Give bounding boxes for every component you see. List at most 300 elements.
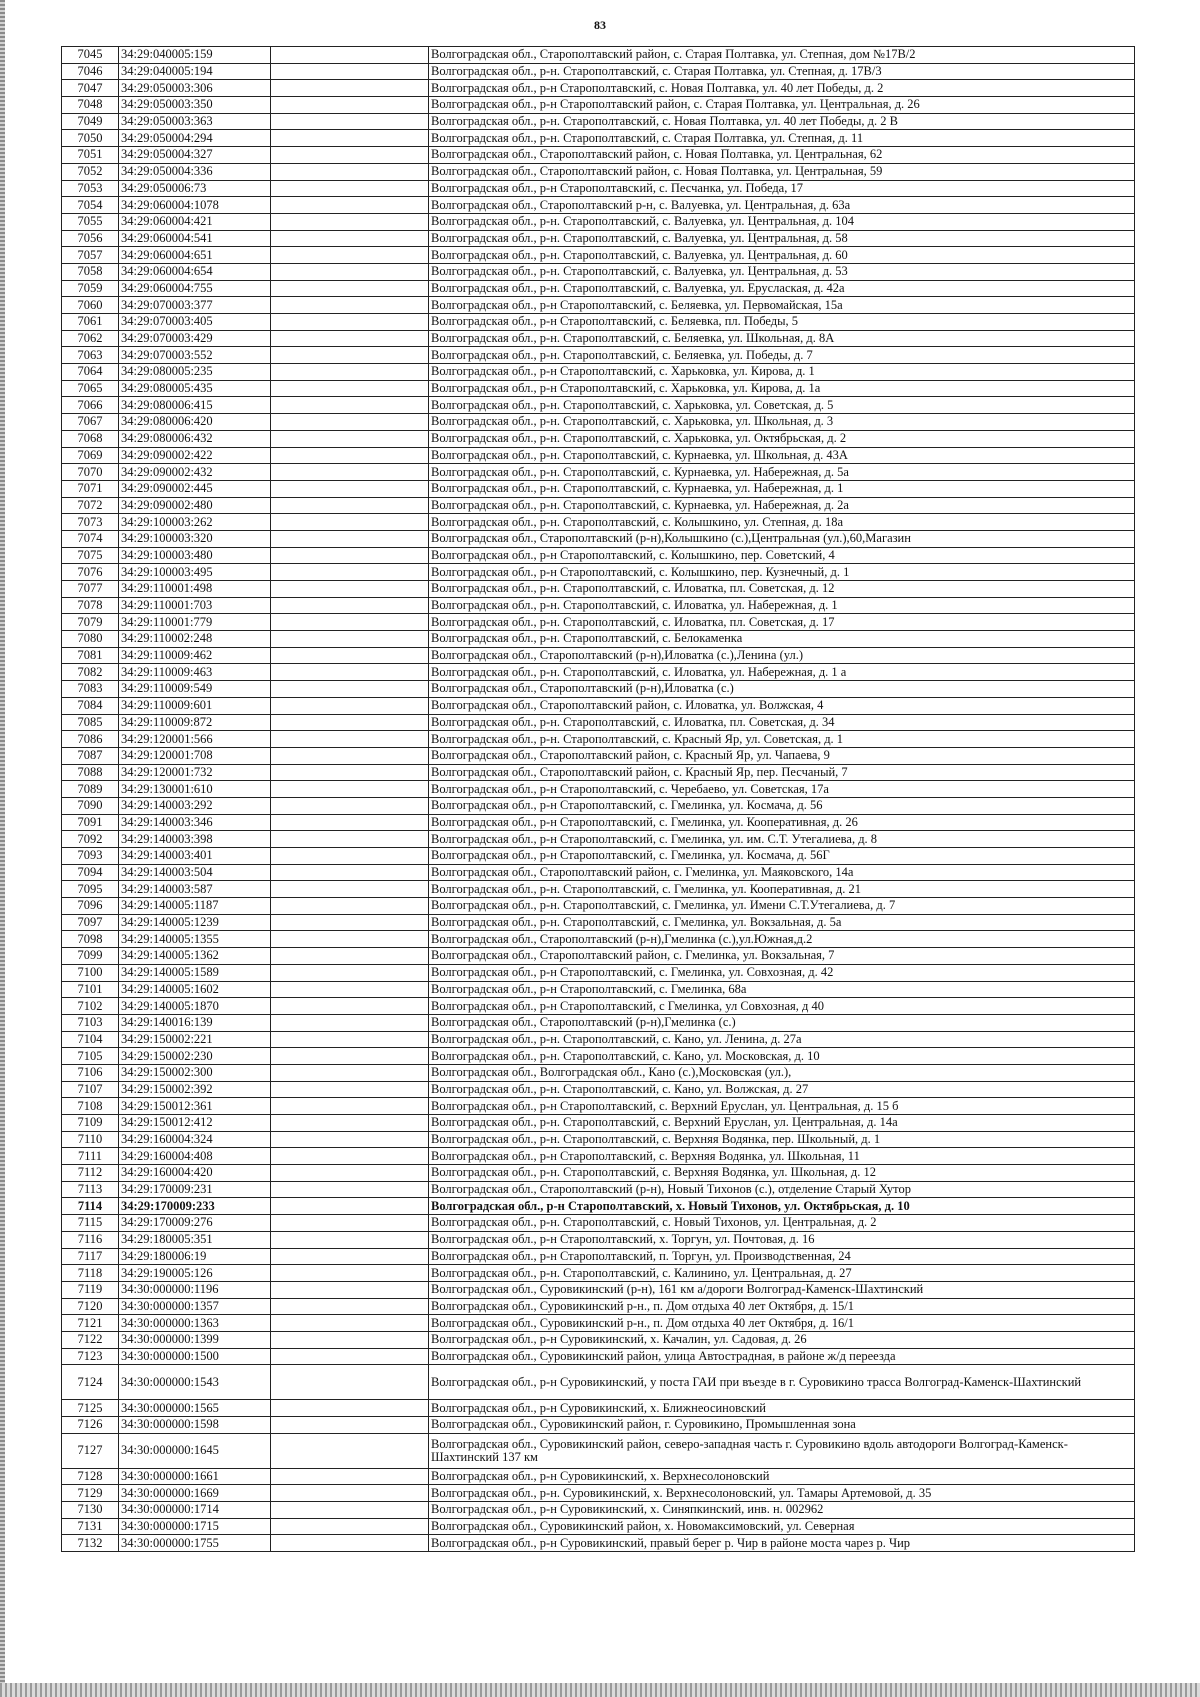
blank-cell [271,1315,429,1332]
table-row [62,1215,1135,1232]
address-cell: Волгоградская обл., Старополтавский (р-н),Гмелинка (с.) [429,1014,1135,1031]
row-number: 7131 [62,1518,119,1535]
address-cell: Волгоградская обл., р-н Суровикинский, х. Ближнеосиновский [429,1400,1135,1417]
address-cell: Волгоградская обл., Старополтавский (р-н),Иловатка (с.),Ленина (ул.) [429,647,1135,664]
address-cell: Волгоградская обл., р-н. Старополтавский, с. Красный Яр, ул. Советская, д. 1 [429,731,1135,748]
row-number: 7105 [62,1048,119,1065]
address-cell: Волгоградская обл., Старополтавский район, с. Новая Полтавка, ул. Центральная, 62 [429,147,1135,164]
table-row [62,364,1135,381]
address-cell: Волгоградская обл., р-н. Суровикинский, х. Верхнесолоновский, ул. Тамары Артемовой, д. 35 [429,1485,1135,1502]
address-cell: Волгоградская обл., Старополтавский район, с. Красный Яр, пер. Песчаный, 7 [429,764,1135,781]
cadastral-number: 34:29:090002:445 [119,480,271,497]
address-cell: Волгоградская обл., р-н. Старополтавский, с. Старая Полтавка, ул. Степная, д. 17В/3 [429,63,1135,80]
address-cell: Волгоградская обл., р-н Старополтавский, с. Харьковка, ул. Кирова, д. 1а [429,380,1135,397]
cadastral-number: 34:30:000000:1661 [119,1468,271,1485]
row-number: 7069 [62,447,119,464]
table-row [62,781,1135,798]
row-number: 7070 [62,464,119,481]
row-number: 7125 [62,1400,119,1417]
address-cell: Волгоградская обл., р-н. Старополтавский, с. Беляевка, ул. Школьная, д. 8А [429,330,1135,347]
row-number: 7099 [62,948,119,965]
row-number: 7120 [62,1298,119,1315]
address-cell: Волгоградская обл., р-н. Старополтавский, с. Валуевка, ул. Центральная, д. 53 [429,263,1135,280]
row-number: 7108 [62,1098,119,1115]
table-row [62,280,1135,297]
blank-cell [271,1031,429,1048]
row-number: 7103 [62,1014,119,1031]
cadastral-number: 34:29:080006:432 [119,430,271,447]
address-cell: Волгоградская обл., р-н. Старополтавский, с. Беляевка, ул. Победы, д. 7 [429,347,1135,364]
address-cell: Волгоградская обл., р-н Суровикинский, у поста ГАИ при въезде в г. Суровикино трасса Волгоград-Каменск-Шахтинский [429,1365,1135,1400]
blank-cell [271,163,429,180]
row-number: 7121 [62,1315,119,1332]
address-cell: Волгоградская обл., р-н Старополтавский, с. Гмелинка, 68а [429,981,1135,998]
row-number: 7088 [62,764,119,781]
blank-cell [271,180,429,197]
row-number: 7113 [62,1181,119,1198]
row-number: 7090 [62,797,119,814]
table-row [62,447,1135,464]
blank-cell [271,1115,429,1132]
cadastral-number: 34:29:170009:231 [119,1181,271,1198]
table-row [62,130,1135,147]
cadastral-number: 34:29:080006:415 [119,397,271,414]
cadastral-number: 34:29:080005:435 [119,380,271,397]
row-number: 7106 [62,1064,119,1081]
cadastral-number: 34:30:000000:1598 [119,1417,271,1434]
cadastral-number: 34:30:000000:1714 [119,1502,271,1519]
row-number: 7062 [62,330,119,347]
address-cell: Волгоградская обл., р-н Старополтавский, с. Гмелинка, ул. Кооперативная, д. 26 [429,814,1135,831]
blank-cell [271,1400,429,1417]
address-cell: Волгоградская обл., р-н. Старополтавский, с. Гмелинка, ул. Вокзальная, д. 5а [429,914,1135,931]
blank-cell [271,47,429,64]
address-cell: Волгоградская обл., р-н. Старополтавский, с. Харьковка, ул. Октябрьская, д. 2 [429,430,1135,447]
address-cell: Волгоградская обл., р-н Суровикинский, х. Качалин, ул. Садовая, д. 26 [429,1331,1135,1348]
cadastral-number: 34:29:100003:480 [119,547,271,564]
blank-cell [271,564,429,581]
cadastral-number: 34:29:050003:306 [119,80,271,97]
cadastral-number: 34:29:050004:336 [119,163,271,180]
row-number: 7093 [62,848,119,865]
table-row [62,1098,1135,1115]
table-row [62,464,1135,481]
cadastral-number: 34:29:150012:361 [119,1098,271,1115]
blank-cell [271,1098,429,1115]
cadastral-number: 34:29:170009:233 [119,1198,271,1215]
row-number: 7055 [62,213,119,230]
blank-cell [271,597,429,614]
table-row [62,230,1135,247]
blank-cell [271,764,429,781]
address-cell: Волгоградская обл., р-н. Старополтавский, с. Иловатка, пл. Советская, д. 17 [429,614,1135,631]
address-cell: Волгоградская обл., р-н Старополтавский, п. Торгун, ул. Производственная, 24 [429,1248,1135,1265]
cadastral-number: 34:29:140005:1187 [119,898,271,915]
blank-cell [271,581,429,598]
address-cell: Волгоградская обл., р-н Старополтавский, с. Гмелинка, ул. Космача, д. 56 [429,797,1135,814]
address-cell: Волгоградская обл., р-н. Старополтавский, с. Валуевка, ул. Центральная, д. 104 [429,213,1135,230]
cadastral-number: 34:29:170009:276 [119,1215,271,1232]
address-cell: Волгоградская обл., р-н Старополтавский район, с. Старая Полтавка, ул. Центральная, д. 26 [429,97,1135,114]
row-number: 7118 [62,1265,119,1282]
cadastral-number: 34:29:140003:346 [119,814,271,831]
blank-cell [271,80,429,97]
table-row [62,1433,1135,1468]
row-number: 7081 [62,647,119,664]
address-cell: Волгоградская обл., р-н. Старополтавский, с. Кано, ул. Ленина, д. 27а [429,1031,1135,1048]
table-row [62,998,1135,1015]
blank-cell [271,497,429,514]
cadastral-number: 34:29:160004:324 [119,1131,271,1148]
blank-cell [271,797,429,814]
table-row [62,1131,1135,1148]
row-number: 7107 [62,1081,119,1098]
cadastral-number: 34:29:110001:498 [119,581,271,598]
cadastral-number: 34:29:120001:732 [119,764,271,781]
table-row [62,480,1135,497]
cadastral-number: 34:29:100003:262 [119,514,271,531]
blank-cell [271,631,429,648]
cadastral-number: 34:29:150002:392 [119,1081,271,1098]
row-number: 7054 [62,197,119,214]
address-cell: Волгоградская обл., Старополтавский район, с. Иловатка, ул. Волжская, 4 [429,697,1135,714]
row-number: 7119 [62,1281,119,1298]
table-row [62,197,1135,214]
address-cell: Волгоградская обл., р-н. Старополтавский, с. Верхний Еруслан, ул. Центральная, д. 14а [429,1115,1135,1132]
table-row [62,1064,1135,1081]
address-cell: Волгоградская обл., р-н. Старополтавский, с. Новый Тихонов, ул. Центральная, д. 2 [429,1215,1135,1232]
address-cell: Волгоградская обл., Суровикинский р-н., п. Дом отдыха 40 лет Октября, д. 16/1 [429,1315,1135,1332]
blank-cell [271,197,429,214]
table-row [62,1502,1135,1519]
address-cell: Волгоградская обл., р-н Суровикинский, х. Синяпкинский, инв. н. 002962 [429,1502,1135,1519]
table-row [62,1115,1135,1132]
blank-cell [271,397,429,414]
blank-cell [271,1215,429,1232]
blank-cell [271,1281,429,1298]
table-row [62,764,1135,781]
cadastral-number: 34:29:060004:755 [119,280,271,297]
table-row [62,1468,1135,1485]
scan-edge-left [0,0,5,1697]
address-cell: Волгоградская обл., Старополтавский (р-н),Колышкино (с.),Центральная (ул.),60,Магазин [429,530,1135,547]
table-row [62,647,1135,664]
blank-cell [271,697,429,714]
page-number: 83 [594,18,606,32]
address-cell: Волгоградская обл., Суровикинский район, северо-западная часть г. Суровикино вдоль автодороги Волгоград-Каменск-Шахтинский 137 км [429,1433,1135,1468]
row-number: 7085 [62,714,119,731]
cadastral-number: 34:30:000000:1357 [119,1298,271,1315]
table-row [62,63,1135,80]
address-cell: Волгоградская обл., р-н. Старополтавский, с. Курнаевка, ул. Школьная, д. 43А [429,447,1135,464]
address-cell: Волгоградская обл., Старополтавский (р-н),Гмелинка (с.),ул.Южная,д.2 [429,931,1135,948]
table-row [62,213,1135,230]
row-number: 7102 [62,998,119,1015]
cadastral-number: 34:30:000000:1399 [119,1331,271,1348]
address-cell: Волгоградская обл., р-н. Старополтавский, с. Иловатка, ул. Набережная, д. 1 [429,597,1135,614]
blank-cell [271,1048,429,1065]
row-number: 7075 [62,547,119,564]
address-cell: Волгоградская обл., р-н. Старополтавский, с. Колышкино, ул. Степная, д. 18а [429,514,1135,531]
blank-cell [271,330,429,347]
row-number: 7068 [62,430,119,447]
row-number: 7122 [62,1331,119,1348]
row-number: 7123 [62,1348,119,1365]
row-number: 7078 [62,597,119,614]
table-row [62,1165,1135,1182]
blank-cell [271,948,429,965]
blank-cell [271,230,429,247]
address-cell: Волгоградская обл., Суровикинский (р-н), 161 км а/дороги Волгоград-Каменск-Шахтинский [429,1281,1135,1298]
row-number: 7128 [62,1468,119,1485]
blank-cell [271,614,429,631]
row-number: 7086 [62,731,119,748]
blank-cell [271,1331,429,1348]
cadastral-number: 34:29:150002:221 [119,1031,271,1048]
address-cell: Волгоградская обл., р-н Старополтавский, с. Колышкино, пер. Советский, 4 [429,547,1135,564]
blank-cell [271,263,429,280]
row-number: 7049 [62,113,119,130]
row-number: 7091 [62,814,119,831]
row-number: 7109 [62,1115,119,1132]
blank-cell [271,647,429,664]
address-cell: Волгоградская обл., р-н. Старополтавский, с. Верхняя Водянка, ул. Школьная, д. 12 [429,1165,1135,1182]
blank-cell [271,814,429,831]
address-cell: Волгоградская обл., Старополтавский район, с. Красный Яр, ул. Чапаева, 9 [429,747,1135,764]
cadastral-number: 34:29:110009:601 [119,697,271,714]
address-cell: Волгоградская обл., р-н. Старополтавский, с. Харьковка, ул. Советская, д. 5 [429,397,1135,414]
address-cell: Волгоградская обл., р-н. Старополтавский, с. Кано, ул. Волжская, д. 27 [429,1081,1135,1098]
address-cell: Волгоградская обл., р-н. Старополтавский, с. Кано, ул. Московская, д. 10 [429,1048,1135,1065]
address-cell: Волгоградская обл., р-н Старополтавский, с. Харьковка, ул. Кирова, д. 1 [429,364,1135,381]
row-number: 7082 [62,664,119,681]
table-row [62,931,1135,948]
table-row [62,113,1135,130]
address-cell: Волгоградская обл., р-н. Старополтавский, с. Курнаевка, ул. Набережная, д. 2а [429,497,1135,514]
address-cell: Волгоградская обл., р-н. Старополтавский, с. Гмелинка, ул. Кооперативная, д. 21 [429,881,1135,898]
table-row [62,347,1135,364]
row-number: 7080 [62,631,119,648]
cadastral-number: 34:29:100003:495 [119,564,271,581]
table-row [62,1281,1135,1298]
table-row [62,898,1135,915]
address-cell: Волгоградская обл., р-н Старополтавский, с. Колышкино, пер. Кузнечный, д. 1 [429,564,1135,581]
table-row [62,1048,1135,1065]
blank-cell [271,213,429,230]
blank-cell [271,1433,429,1468]
row-number: 7115 [62,1215,119,1232]
table-row [62,430,1135,447]
address-cell: Волгоградская обл., р-н. Старополтавский, с. Валуевка, ул. Центральная, д. 60 [429,247,1135,264]
blank-cell [271,147,429,164]
address-cell: Волгоградская обл., р-н Старополтавский, х. Новый Тихонов, ул. Октябрьская, д. 10 [429,1198,1135,1215]
cadastral-number: 34:30:000000:1363 [119,1315,271,1332]
row-number: 7059 [62,280,119,297]
row-number: 7083 [62,681,119,698]
address-cell: Волгоградская обл., Старополтавский район, с. Гмелинка, ул. Маяковского, 14а [429,864,1135,881]
cadastral-number: 34:29:050004:327 [119,147,271,164]
cadastral-number: 34:29:040005:159 [119,47,271,64]
cadastral-number: 34:30:000000:1543 [119,1365,271,1400]
cadastral-number: 34:30:000000:1755 [119,1535,271,1552]
table-row [62,514,1135,531]
row-number: 7116 [62,1231,119,1248]
cadastral-number: 34:29:090002:480 [119,497,271,514]
blank-cell [271,464,429,481]
table-row [62,1518,1135,1535]
table-row [62,981,1135,998]
table-row [62,263,1135,280]
table-row [62,247,1135,264]
cadastral-number: 34:29:050006:73 [119,180,271,197]
row-number: 7095 [62,881,119,898]
cadastral-number: 34:29:140005:1589 [119,964,271,981]
table-row [62,397,1135,414]
blank-cell [271,347,429,364]
table-row [62,614,1135,631]
cadastral-number: 34:29:070003:429 [119,330,271,347]
cadastral-number: 34:29:060004:654 [119,263,271,280]
table-row [62,1014,1135,1031]
address-cell: Волгоградская обл., р-н. Старополтавский, с. Иловатка, ул. Набережная, д. 1 а [429,664,1135,681]
cadastral-number: 34:29:080005:235 [119,364,271,381]
blank-cell [271,1365,429,1400]
table-row [62,330,1135,347]
row-number: 7132 [62,1535,119,1552]
table-row [62,731,1135,748]
table-row [62,1400,1135,1417]
blank-cell [271,514,429,531]
blank-cell [271,280,429,297]
cadastral-number: 34:29:140005:1870 [119,998,271,1015]
blank-cell [271,1485,429,1502]
row-number: 7112 [62,1165,119,1182]
cadastral-number: 34:29:070003:552 [119,347,271,364]
row-number: 7094 [62,864,119,881]
row-number: 7063 [62,347,119,364]
row-number: 7073 [62,514,119,531]
address-cell: Волгоградская обл., р-н. Старополтавский, с. Курнаевка, ул. Набережная, д. 5а [429,464,1135,481]
table-row [62,163,1135,180]
table-row [62,314,1135,331]
blank-cell [271,364,429,381]
row-number: 7089 [62,781,119,798]
table-row [62,814,1135,831]
registry-table [61,46,1135,1552]
row-number: 7060 [62,297,119,314]
table-row [62,964,1135,981]
blank-cell [271,247,429,264]
table-row [62,948,1135,965]
address-cell: Волгоградская обл., р-н Старополтавский, с. Беляевка, пл. Победы, 5 [429,314,1135,331]
row-number: 7071 [62,480,119,497]
blank-cell [271,63,429,80]
registry-table-body [62,47,1135,1552]
cadastral-number: 34:29:140003:504 [119,864,271,881]
row-number: 7051 [62,147,119,164]
cadastral-number: 34:30:000000:1565 [119,1400,271,1417]
blank-cell [271,781,429,798]
cadastral-number: 34:29:120001:566 [119,731,271,748]
address-cell: Волгоградская обл., Старополтавский район, с. Новая Полтавка, ул. Центральная, 59 [429,163,1135,180]
blank-cell [271,681,429,698]
row-number: 7100 [62,964,119,981]
row-number: 7130 [62,1502,119,1519]
address-cell: Волгоградская обл., Старополтавский район, с. Старая Полтавка, ул. Степная, дом №17В/2 [429,47,1135,64]
blank-cell [271,1231,429,1248]
cadastral-number: 34:29:040005:194 [119,63,271,80]
table-row [62,747,1135,764]
blank-cell [271,1248,429,1265]
cadastral-number: 34:29:090002:422 [119,447,271,464]
row-number: 7061 [62,314,119,331]
address-cell: Волгоградская обл., р-н Старополтавский, с Гмелинка, ул Совхозная, д 40 [429,998,1135,1015]
row-number: 7064 [62,364,119,381]
row-number: 7101 [62,981,119,998]
blank-cell [271,1468,429,1485]
address-cell: Волгоградская обл., Суровикинский район, г. Суровикино, Промышленная зона [429,1417,1135,1434]
table-row [62,697,1135,714]
address-cell: Волгоградская обл., р-н. Старополтавский, с. Иловатка, пл. Советская, д. 34 [429,714,1135,731]
cadastral-number: 34:29:060004:651 [119,247,271,264]
table-row [62,97,1135,114]
scan-edge-bottom [0,1683,1200,1697]
row-number: 7076 [62,564,119,581]
cadastral-number: 34:29:180006:19 [119,1248,271,1265]
cadastral-number: 34:29:050004:294 [119,130,271,147]
table-row [62,564,1135,581]
blank-cell [271,447,429,464]
row-number: 7110 [62,1131,119,1148]
cadastral-number: 34:29:120001:708 [119,747,271,764]
blank-cell [271,731,429,748]
address-cell: Волгоградская обл., Старополтавский район, с. Гмелинка, ул. Вокзальная, 7 [429,948,1135,965]
cadastral-number: 34:29:150002:300 [119,1064,271,1081]
table-row [62,1298,1135,1315]
row-number: 7047 [62,80,119,97]
table-row [62,47,1135,64]
blank-cell [271,1165,429,1182]
blank-cell [271,1014,429,1031]
cadastral-number: 34:29:100003:320 [119,530,271,547]
table-row [62,1198,1135,1215]
blank-cell [271,831,429,848]
table-row [62,1331,1135,1348]
blank-cell [271,430,429,447]
address-cell: Волгоградская обл., р-н. Старополтавский, с. Валуевка, ул. Центральная, д. 58 [429,230,1135,247]
address-cell: Волгоградская обл., р-н Старополтавский, с. Верхняя Водянка, ул. Школьная, 11 [429,1148,1135,1165]
address-cell: Волгоградская обл., р-н. Старополтавский, с. Новая Полтавка, ул. 40 лет Победы, д. 2 В [429,113,1135,130]
blank-cell [271,1535,429,1552]
cadastral-number: 34:29:060004:421 [119,213,271,230]
blank-cell [271,864,429,881]
address-cell: Волгоградская обл., р-н Старополтавский, с. Гмелинка, ул. Совхозная, д. 42 [429,964,1135,981]
cadastral-number: 34:29:060004:1078 [119,197,271,214]
row-number: 7046 [62,63,119,80]
address-cell: Волгоградская обл., Суровикинский р-н., п. Дом отдыха 40 лет Октября, д. 15/1 [429,1298,1135,1315]
table-row [62,864,1135,881]
row-number: 7077 [62,581,119,598]
table-row [62,664,1135,681]
row-number: 7126 [62,1417,119,1434]
row-number: 7084 [62,697,119,714]
blank-cell [271,530,429,547]
cadastral-number: 34:30:000000:1645 [119,1433,271,1468]
cadastral-number: 34:29:110009:463 [119,664,271,681]
cadastral-number: 34:29:110009:462 [119,647,271,664]
cadastral-number: 34:29:050003:363 [119,113,271,130]
table-row [62,414,1135,431]
